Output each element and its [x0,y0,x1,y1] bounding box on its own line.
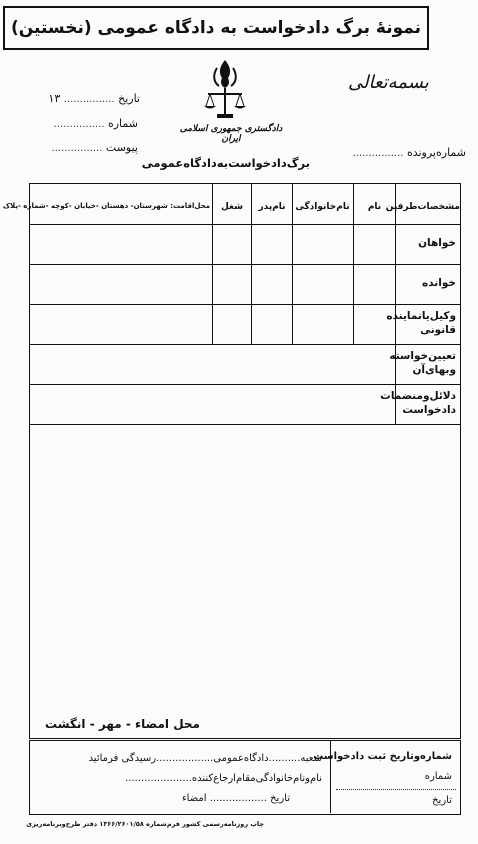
referrer-line[interactable]: نام‌ونام‌خانوادگی‌مقام‌ارجاع‌کننده..................... [125,773,322,784]
case-number-label: شماره‌پرونده [406,146,466,159]
form-title [3,6,429,50]
attachment-field[interactable] [46,141,138,154]
footer-box [29,740,461,815]
emblem-caption: دادگستری جمهوری اسلامی ایران [179,124,283,144]
date-label: تاریخ [118,92,140,105]
number-dots: ................ [53,119,105,130]
row-defendant: خوانده [422,277,456,289]
row-evidence: دلائل‌ومنضمات دادخواست [380,390,456,416]
date-value: ۱۳ [48,92,61,105]
case-number-dots: ................ [352,148,404,159]
claim-form-table [2,183,461,739]
reg-number-field[interactable] [425,771,452,782]
col-header-father: نام‌پدر [258,202,286,212]
reg-date-label: تاریخ [432,795,452,806]
col-header-address: محل‌اقامت: شهرستان- دهستان -خیابان -کوچه -شماره -پلاک [2,202,210,210]
col-header-job: شغل [221,202,243,212]
statement-area[interactable] [30,425,460,695]
row-lawyer: وکیل‌یانماینده قانونی [386,310,456,336]
print-note: چاپ روزنامه‌رسمی کشور فرم‌شماره ۱۳۶۶/۲۶۰۱/۵۸ دفتر طرح‌وبرنامه‌ریزی [26,820,264,828]
registration-title: شماره‌وتاریخ ثبت دادخواست [313,751,452,762]
signature-label: محل امضاء - مهر - انگشت [45,717,200,731]
date-dots: ................ [63,94,115,105]
reg-number-line [336,789,456,790]
attachment-dots: ................ [51,143,103,154]
form-title-text: نمونهٔ برگ دادخواست به دادگاه عمومی (نخستین) [10,18,422,38]
col-header-parties: مشخصات‌طرفین [385,202,460,212]
reg-number-label: شماره [424,771,452,782]
invocation: بسمه‌تعالی [348,72,429,93]
col-header-family: نام‌خانوادگی [295,202,350,212]
attachment-label: پیوست [105,141,138,154]
form-subtitle: برگ‌دادخواست‌به‌دادگاه‌عمومی [141,156,310,170]
case-number-field[interactable] [352,146,466,159]
row-claim: تعیین‌خواسته وبهای‌آن [389,350,456,376]
row-plaintiff: خواهان [418,237,456,249]
emblem-icon [200,58,250,120]
date-sign-line[interactable]: تاریخ .................. امضاء [181,793,290,804]
number-label: شماره [107,117,138,130]
number-field[interactable] [46,117,138,130]
col-header-name: نام [367,202,382,212]
reg-date-field[interactable] [432,795,452,806]
branch-line[interactable]: شعبه..........دادگاه‌عمومی..................رسیدگی فرمائید [88,753,322,764]
date-field[interactable] [40,92,140,105]
